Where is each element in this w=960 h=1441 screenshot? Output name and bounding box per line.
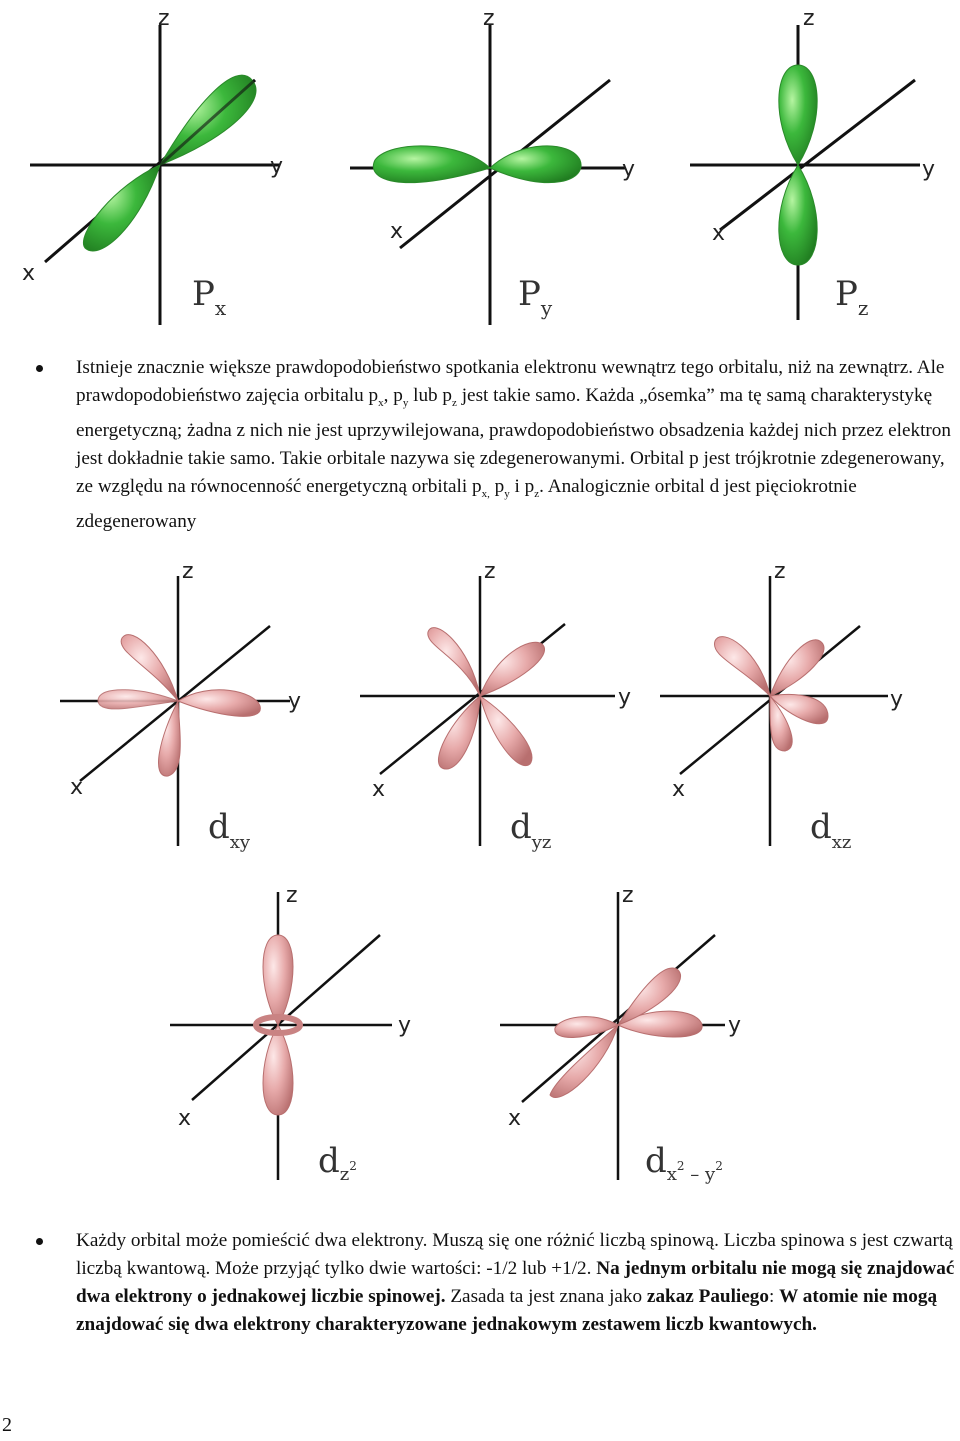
orbital-pz-figure xyxy=(690,0,960,330)
orbital-dz2-figure xyxy=(170,880,440,1190)
axis-y-label: y xyxy=(728,1013,742,1038)
axis-x-label: x xyxy=(22,261,36,286)
axis-x-label: x xyxy=(672,777,686,802)
orbital-px-figure xyxy=(20,0,310,330)
bullet-icon xyxy=(36,1238,43,1245)
axis-x-label: x xyxy=(372,777,386,802)
axis-y-label: y xyxy=(288,689,302,714)
axis-z-label: z xyxy=(774,559,786,584)
paragraph-pauli-principle xyxy=(36,1227,960,1339)
axis-x-label: x xyxy=(70,775,84,800)
axis-y-label: y xyxy=(922,157,936,182)
axis-x-label: x xyxy=(390,219,404,244)
axis-x-label: x xyxy=(508,1106,522,1131)
orbital-label: $d_{yz}$ xyxy=(510,807,552,853)
axis-x-label: x xyxy=(712,221,726,246)
axis-z-label: z xyxy=(484,559,496,584)
orbital-label: $d_{xy}$ xyxy=(208,807,251,853)
orbital-label: $P_x$ xyxy=(192,274,227,320)
paragraph-text: Istnieje znacznie większe prawdopodobieństwo spotkania elektronu wewnątrz tego orbitalu, niż na zewnątrz. Ale prawdopodobieństwo zajęcia orbitalu $p_x$, $p_y$ lub $p_z$ jest takie samo. Każda „ósemka” ma tę samą charakterystykę energetyczną; żadna z nich nie jest uprzywilejowana, prawdopodobieństwo obsadzenia każdej nich przez elektron jest dokładnie takie samo. Takie orbitale nazywa się zdegenerowanymi. Orbital p jest trójkrotnie zdegenerowany, ze względu na równocenność energetyczną orbitali $p_{x,}$ $p_y$ i $p_z$. Analogicznie orbital d jest pięciokrotnie zdegenerowany xyxy=(76,357,951,532)
axis-z-label: z xyxy=(622,883,634,908)
axis-y-label: y xyxy=(618,685,632,710)
axis-z-label: z xyxy=(158,6,170,31)
orbital-label: $d_x^2$ $_{- y}^2$ xyxy=(645,1141,723,1185)
orbital-label: $d_{xz}$ xyxy=(810,807,852,853)
px-lobes xyxy=(83,75,256,251)
orbital-dyz-figure xyxy=(360,556,660,856)
orbital-label: $P_y$ xyxy=(518,274,553,320)
bullet-icon xyxy=(36,365,43,372)
axis-y-label: y xyxy=(622,157,636,182)
axis-z-label: z xyxy=(286,883,298,908)
paragraph-degenerate-orbitals xyxy=(36,354,960,536)
axis-y-label: y xyxy=(270,154,284,179)
orbital-dx2-y2-figure xyxy=(500,880,800,1190)
axis-z-label: z xyxy=(803,6,815,31)
axis-z-label: z xyxy=(182,559,194,584)
orbital-label: $d_z^2$ xyxy=(318,1141,357,1185)
orbital-dxz-figure xyxy=(660,556,960,856)
axis-y-label: y xyxy=(398,1013,412,1038)
axis-z-label: z xyxy=(483,6,495,31)
orbital-dxy-figure xyxy=(60,556,340,856)
orbital-py-figure xyxy=(340,0,650,330)
page-number: 2 xyxy=(2,1414,12,1436)
axis-y-label: y xyxy=(890,687,904,712)
orbital-label: $P_z$ xyxy=(835,274,869,320)
paragraph-text: Każdy orbital może pomieścić dwa elektrony. Muszą się one różnić liczbą spinową. Liczba spinowa s jest czwartą liczbą kwantową. Może przyjąć tylko dwie wartości: -1/2 lub +1/2. Na jednym orbitalu nie mogą się znajdować dwa elektrony o jednakowej liczbie spinowej. Zasada ta jest znana jako zakaz Pauliego: W atomie nie mogą znajdować się dwa elektrony charakteryzowane jednakowym zestawem liczb kwantowych. xyxy=(76,1230,955,1335)
axis-x-label: x xyxy=(178,1106,192,1131)
